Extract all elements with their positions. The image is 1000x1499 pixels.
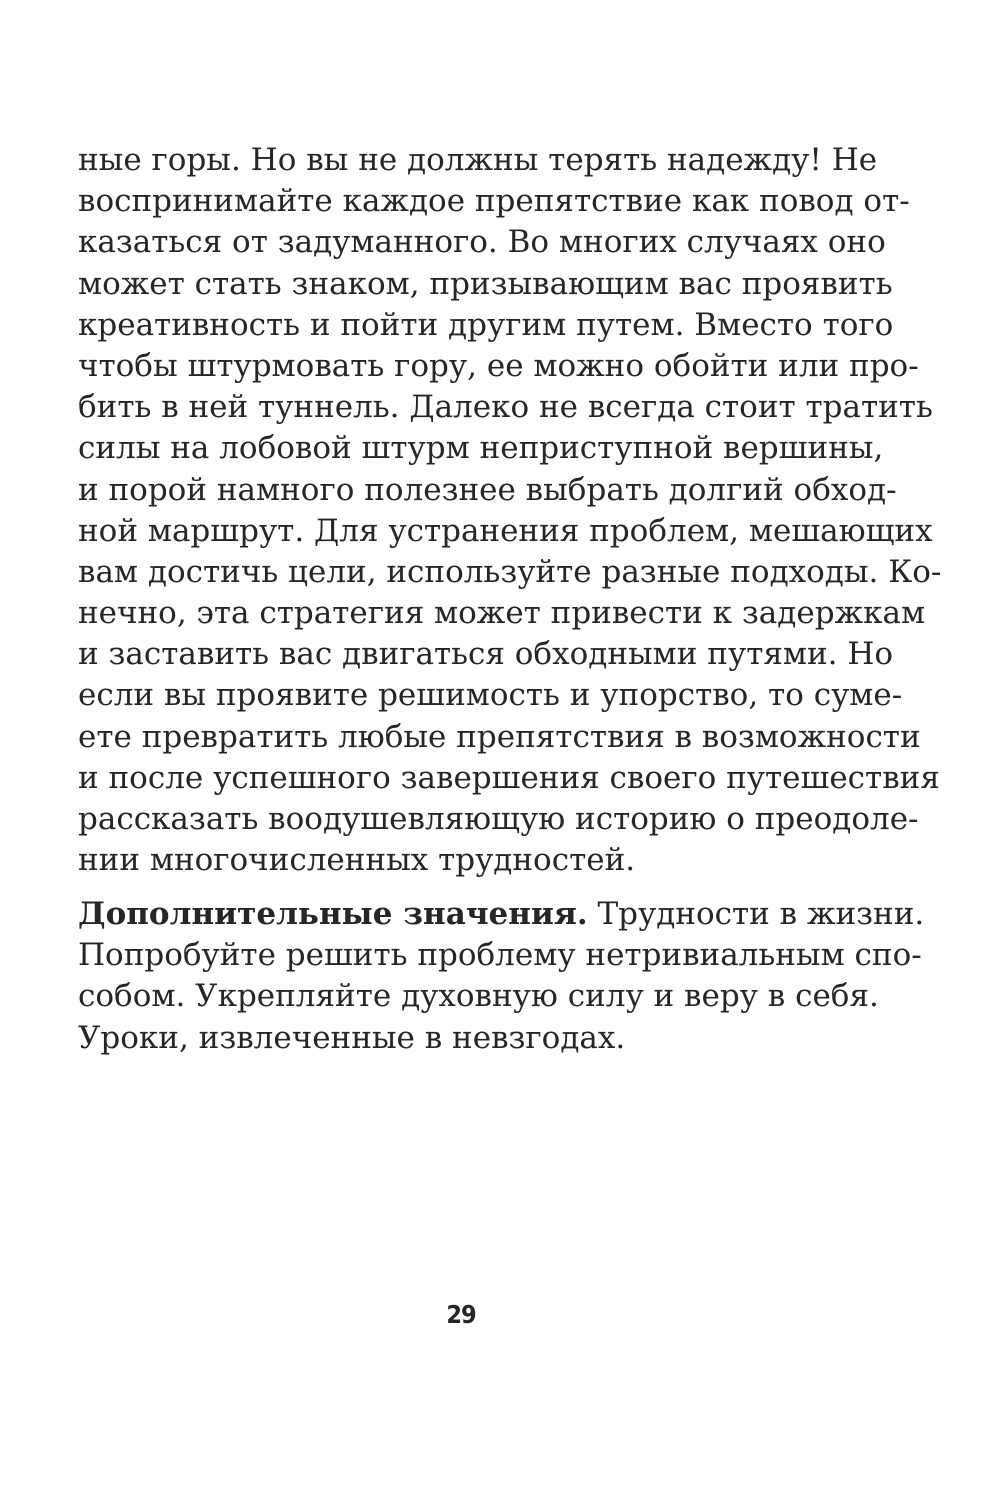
page-number: 29	[446, 1300, 476, 1329]
paragraph-line: если вы проявите решимость и упорство, то суме-	[78, 677, 903, 714]
main-paragraph	[78, 140, 942, 881]
paragraph-line: и после успешного завершения своего путешествия	[78, 759, 940, 796]
paragraph-line: ете превратить любые препятствия в возможности	[78, 718, 921, 755]
paragraph-line: нии многочисленных трудностей.	[78, 842, 636, 879]
additional-meanings-paragraph	[78, 894, 925, 1059]
paragraph-line: бить в ней туннель. Далеко не всегда стоит тратить	[78, 389, 933, 426]
paragraph-line: воспринимайте каждое препятствие как повод от-	[78, 183, 910, 220]
paragraph-line: казаться от задуманного. Во многих случаях оно	[78, 224, 886, 261]
paragraph-line: собом. Укрепляйте духовную силу и веру в себя.	[78, 978, 879, 1015]
additional-meanings-first-line	[78, 894, 925, 935]
paragraph-line: и заставить вас двигаться обходными путями. Но	[78, 636, 894, 673]
paragraph-line: может стать знаком, призывающим вас проявить	[78, 265, 893, 302]
paragraph-line: Попробуйте решить проблему нетривиальным спо-	[78, 937, 922, 974]
paragraph-line: ной маршрут. Для устранения проблем, мешающих	[78, 512, 933, 549]
paragraph-line: креативность и пойти другим путем. Вместо того	[78, 306, 894, 343]
additional-meanings-text: Трудности в жизни.	[587, 896, 925, 932]
paragraph-line: и порой намного полезнее выбрать долгий обход-	[78, 471, 897, 508]
paragraph-line: вам достичь цели, используйте разные подходы. Ко-	[78, 553, 942, 590]
paragraph-line: рассказать воодушевляющую историю о преодоле-	[78, 801, 919, 837]
paragraph-line: чтобы штурмовать гору, ее можно обойти или про-	[78, 347, 919, 384]
paragraph-line: ные горы. Но вы не должны терять надежду! Не	[78, 142, 878, 178]
additional-meanings-heading: Дополнительные значения.	[78, 896, 588, 932]
paragraph-line: нечно, эта стратегия может привести к задержкам	[78, 595, 926, 632]
paragraph-line: силы на лобовой штурм неприступной вершины,	[78, 430, 884, 467]
paragraph-line: Уроки, извлеченные в невзгодах.	[78, 1019, 626, 1056]
